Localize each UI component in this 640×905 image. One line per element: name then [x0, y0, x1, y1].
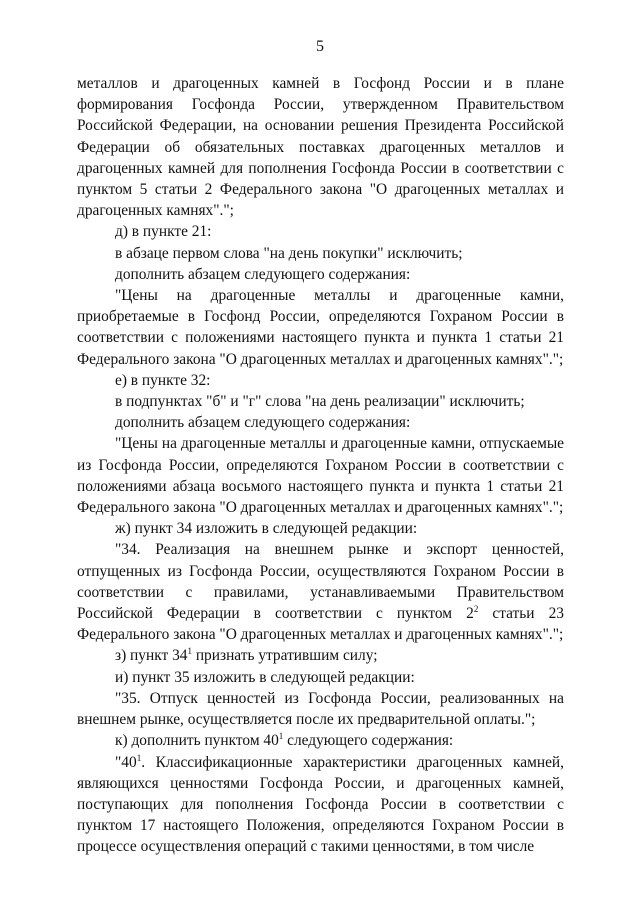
- paragraph-text: "34. Реализация на внешнем рынке и экспорт ценностей, отпущенных из Госфонда России, осуществляются Гохраном России в соответствии с правилами, устанавливаемыми Правительством Российской Федерации в соответствии с пунктом 2: [77, 541, 564, 623]
- paragraph: "Цены на драгоценные металлы и драгоценные камни, отпускаемые из Госфонда России, определяются Гохраном России в соответствии с положениями абзаца восьмого настоящего пункта и пункта 1 статьи 21 Федерального закона "О драгоценных металлах и драгоценных камнях".";: [77, 435, 564, 517]
- paragraph: [77, 730, 564, 751]
- document-body: [77, 73, 564, 858]
- paragraph: д) в пункте 21:: [115, 223, 212, 241]
- paragraph: в подпунктах "б" и "г" слова "на день реализации" исключить;: [115, 393, 525, 411]
- paragraph: металлов и драгоценных камней в Госфонд России и в плане формирования Госфонда России, утвержденном Правительством Российской Федерации, на основании решения Президента Российской Федерации об обязательных поставках драгоценных металлов и драгоценных камней для пополнения Госфонда России в соответствии с пунктом 5 статьи 2 Федерального закона "О драгоценных металлах и драгоценных камнях".";: [77, 75, 564, 220]
- paragraph: в абзаце первом слова "на день покупки" исключить;: [115, 244, 463, 262]
- paragraph: и) пункт 35 изложить в следующей редакции:: [115, 668, 415, 686]
- superscript: 1: [136, 752, 142, 763]
- paragraph: дополнить абзацем следующего содержания:: [115, 265, 411, 283]
- superscript: 1: [278, 731, 284, 742]
- paragraph: "Цены на драгоценные металлы и драгоценные камни, приобретаемые в Госфонд России, определяются Гохраном России в соответствии с положениями настоящего пункта и пункта 1 статьи 21 Федерального закона "О драгоценных металлах и драгоценных камнях".";: [77, 287, 564, 368]
- paragraph-text: к) дополнить пунктом 40: [115, 732, 279, 750]
- paragraph: "35. Отпуск ценностей из Госфонда России, реализованных на внешнем рынке, осуществляется после их предварительной оплаты.";: [77, 689, 564, 729]
- paragraph: ж) пункт 34 изложить в следующей редакции:: [115, 520, 418, 538]
- paragraph-text: следующего содержания:: [283, 732, 454, 750]
- paragraph-text: з) пункт 34: [115, 647, 188, 665]
- superscript: 2: [473, 604, 479, 615]
- paragraph-text: . Классификационные характеристики драгоценных камней, являющихся ценностями Госфонда России, и драгоценных камней, поступающих для пополнения Госфонда России в соответствии с пунктом 17 настоящего Положения, определяются Гохраном России в процессе осуществления операций с такими ценностями, в том числе: [77, 753, 564, 856]
- paragraph-text: признать утратившим силу;: [191, 647, 378, 665]
- superscript: 1: [187, 646, 192, 657]
- paragraph: [77, 539, 564, 645]
- paragraph: е) в пункте 32:: [115, 371, 211, 389]
- paragraph: [77, 752, 564, 858]
- paragraph-text: статьи 23 Федерального закона "О драгоценных металлах и драгоценных камнях".";: [77, 605, 564, 644]
- paragraph: [77, 645, 564, 666]
- paragraph: дополнить абзацем следующего содержания:: [115, 414, 411, 432]
- page-number: 5: [316, 38, 324, 55]
- paragraph-text: "40: [115, 753, 137, 771]
